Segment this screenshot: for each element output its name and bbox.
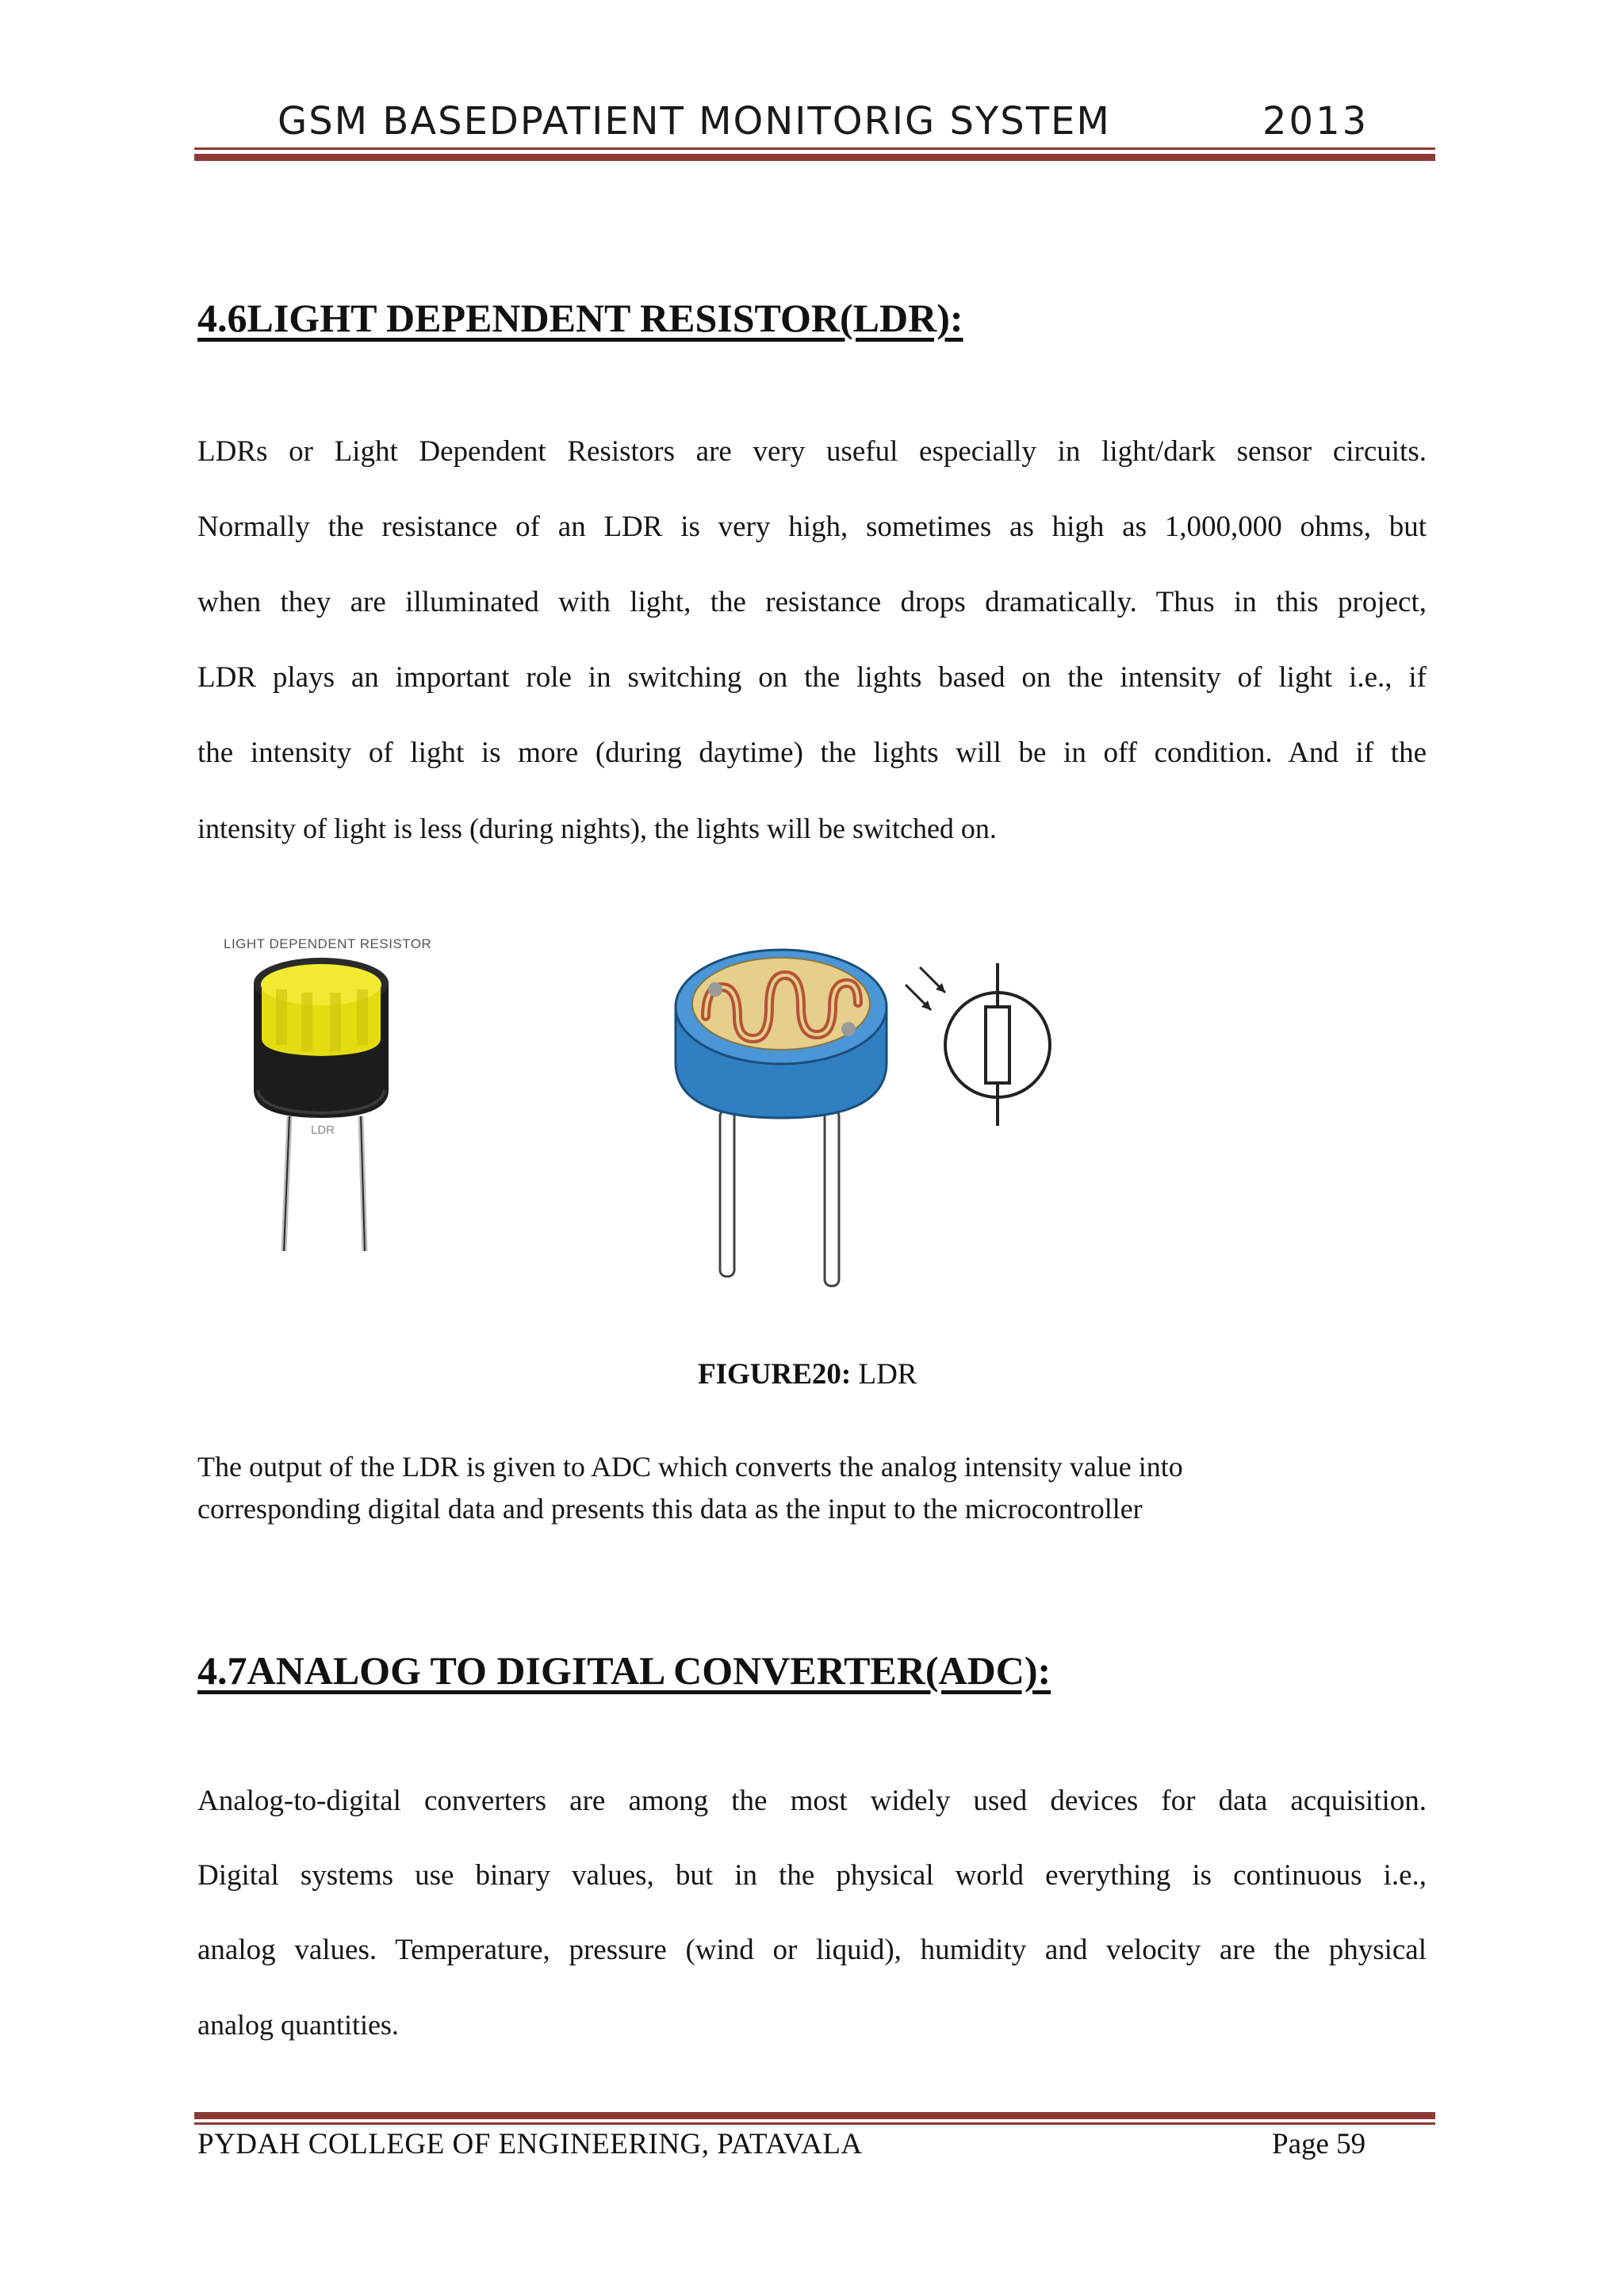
paragraph-line: LDRs or Light Dependent Resistors are very useful especially in light/dark sensor circuits. <box>197 435 1427 468</box>
paragraph-line: Digital systems use binary values, but in the physical world everything is continuous i.e., <box>197 1859 1427 1892</box>
ldr-body-label: LDR <box>311 1123 335 1137</box>
paragraph-line: intensity of light is less (during nights), the lights will be switched on. <box>197 813 997 844</box>
paragraph-line: corresponding digital data and presents this data as the input to the microcontroller <box>197 1493 1143 1525</box>
paragraph-line: analog quantities. <box>197 2009 399 2041</box>
paragraph-line: analog values. Temperature, pressure (wind or liquid), humidity and velocity are the physical <box>197 1934 1427 1966</box>
paragraph-line: LDR plays an important role in switching on the lights based on the intensity of light i.e., if <box>197 661 1427 694</box>
ldr-diagram <box>658 928 1071 1300</box>
paragraph-line: Analog-to-digital converters are among the most widely used devices for data acquisition. <box>197 1785 1427 1817</box>
running-header-year: 2013 <box>1262 99 1369 144</box>
paragraph-line: The output of the LDR is given to ADC which converts the analog intensity value into <box>197 1451 1183 1483</box>
figure-caption <box>698 1357 917 1391</box>
footer-college: PYDAH COLLEGE OF ENGINEERING, PATAVALA <box>197 2128 863 2160</box>
running-header-title: GSM BASEDPATIENT MONITORIG SYSTEM <box>278 99 1111 144</box>
footer-rule-thick <box>194 2112 1435 2119</box>
figure-caption-text: LDR <box>851 1358 917 1391</box>
header-rule-thick <box>194 154 1435 161</box>
header-rule-thin <box>194 147 1435 150</box>
paragraph-line: when they are illuminated with light, the resistance drops dramatically. Thus in this project, <box>197 586 1427 618</box>
paragraph-line: the intensity of light is more (during daytime) the lights will be in off condition. And if the <box>197 737 1427 769</box>
ldr-photo-label: LIGHT DEPENDENT RESISTOR <box>224 936 432 951</box>
footer-rule-thin <box>194 2122 1435 2125</box>
footer-page-number: Page 59 <box>1272 2128 1366 2160</box>
figure-caption-number: FIGURE20: <box>698 1358 852 1391</box>
ldr-photo <box>214 928 468 1269</box>
section-heading-ldr: 4.6LIGHT DEPENDENT RESISTOR(LDR): <box>197 296 963 340</box>
paragraph-line: Normally the resistance of an LDR is very high, sometimes as high as 1,000,000 ohms, but <box>197 511 1427 543</box>
section-heading-adc: 4.7ANALOG TO DIGITAL CONVERTER(ADC): <box>197 1648 1051 1693</box>
